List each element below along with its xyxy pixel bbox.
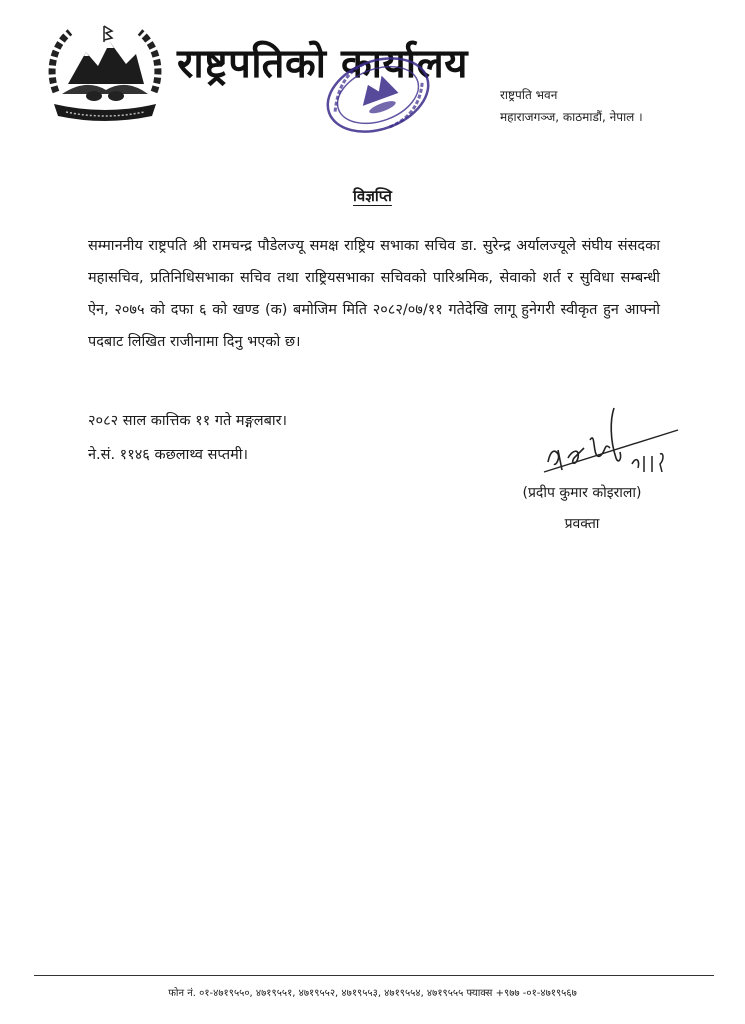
nepal-coat-of-arms-icon bbox=[46, 22, 164, 122]
signer-role: प्रवक्ता bbox=[564, 516, 600, 532]
footer-divider bbox=[34, 975, 714, 976]
signer-name: (प्रदीप कुमार कोइराला) bbox=[522, 485, 642, 501]
office-seal-stamp-icon bbox=[318, 52, 438, 138]
notice-title-text: विज्ञप्ति bbox=[353, 187, 392, 205]
handwritten-signature-icon bbox=[540, 400, 690, 490]
date-bikram-sambat: २०८२ साल कात्तिक ११ गते मङ्गलबार। bbox=[88, 413, 288, 429]
office-title: राष्ट्रपतिको कार्यालय bbox=[177, 41, 468, 87]
notice-body: सम्माननीय राष्ट्रपति श्री रामचन्द्र पौडेलज्यू समक्ष राष्ट्रिय सभाका सचिव डा. सुरेन्द्र अर्यालज्यूले संघीय संसदका महासचिव, प्रतिनिधिसभाका सचिव तथा राष्ट्रियसभाका सचिवको पारिश्रमिक, सेवाको शर्त र सुविधा सम्बन्धी ऐन, २०७५ को दफा ६ को खण्ड (क) बमोजिम मिति २०८२/०७/११ गतेदेखि लागू हुनेगरी स्वीकृत हुन आफ्नो पदबाट लिखित राजीनामा दिनु भएको छ। bbox=[88, 238, 660, 350]
office-address bbox=[500, 84, 643, 128]
date-nepal-sambat: ने.सं. ११४६ कछलाथ्व सप्तमी। bbox=[88, 447, 249, 463]
footer-contact: फोन नं. ०१-४७१९५५०, ४७१९५५१, ४७१९५५२, ४७१९५५३, ४७१९५५४, ४७१९५५५ फ्याक्स +९७७ -०१-४७१९५६७ bbox=[168, 988, 577, 999]
address-line-1: राष्ट्रपति भवन bbox=[500, 88, 558, 102]
address-line-2: महाराजगञ्ज, काठमाडौं, नेपाल । bbox=[500, 110, 643, 124]
notice-title bbox=[0, 186, 745, 206]
